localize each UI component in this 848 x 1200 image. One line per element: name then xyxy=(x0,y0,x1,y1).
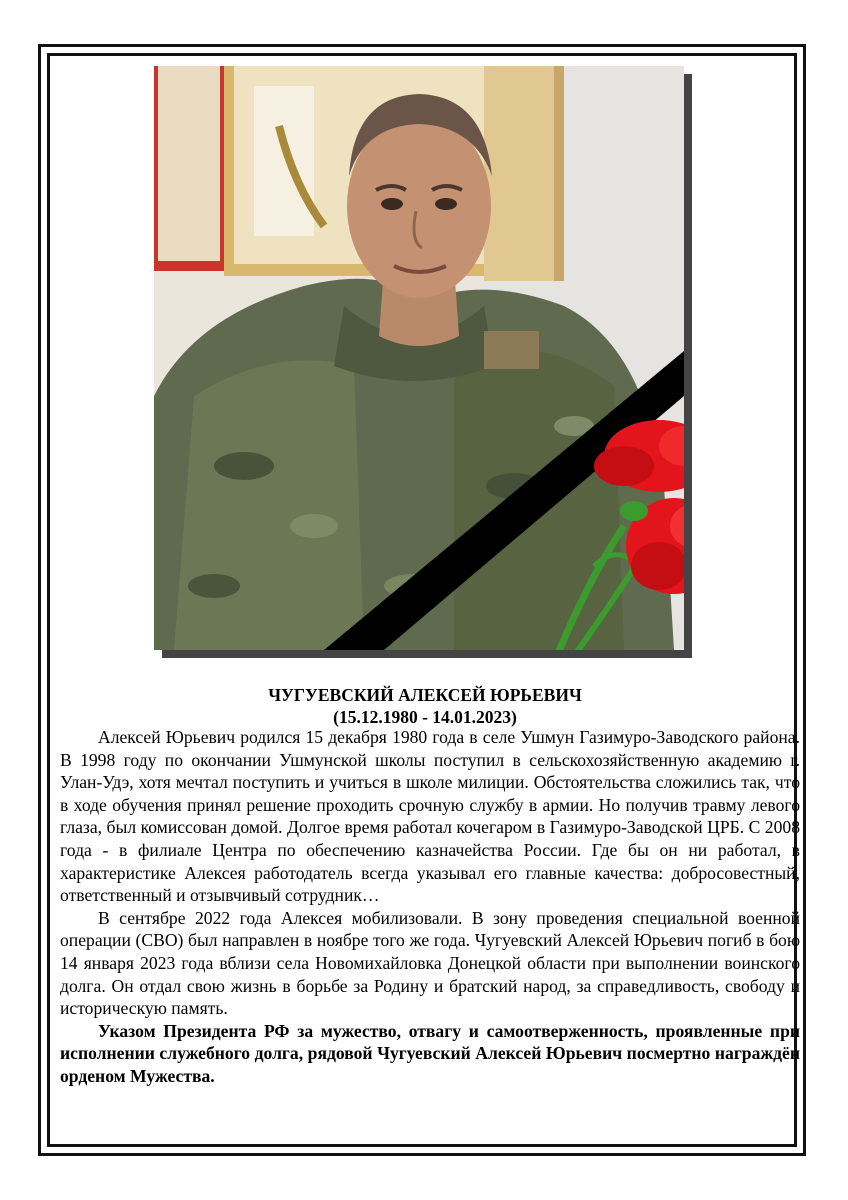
biography-paragraph: Алексей Юрьевич родился 15 декабря 1980 года в селе Ушмун Газимуро-Заводского района. В 1998 году по окончании Ушмунской школы поступил в сельскохозяйственную академию г. Улан-Удэ, хотя мечтал поступить и учиться в школе милиции. Обстоятельства сложились так, что в ходе обучения принял решение проходить срочную службу в армии. Но получив травму левого глаза, был комиссован домой. Долгое время работал кочегаром в Газимуро-Заводской ЦРБ. С 2008 года - в филиале Центра по обеспечению казначейства России. Где бы он ни работал, в характеристике Алексея работодатель всегда указывал его главные качества: добросовестный, ответственный и отзывчивый сотрудник… xyxy=(60,727,800,906)
portrait-illustration xyxy=(154,66,684,650)
portrait-photo xyxy=(154,66,684,650)
award-paragraph: Указом Президента РФ за мужество, отвагу и самоотверженность, проявленные при исполнении служебного долга, рядовой Чугуевский Алексей Юрьевич посмертно награждён орденом Мужества. xyxy=(60,1020,800,1086)
biography xyxy=(60,726,800,1088)
biography-paragraph: В сентябре 2022 года Алексея мобилизовали. В зону проведения специальной военной операции (СВО) был направлен в ноябре того же года. Чугуевский Алексей Юрьевич погиб в бою 14 января 2023 года вблизи села Новомихайловка Донецкой области при выполнении воинского долга. Он отдал свою жизнь в борьбе за Родину и братский народ, за справедливость, свободу и историческую память. xyxy=(60,907,800,1019)
person-name: ЧУГУЕВСКИЙ АЛЕКСЕЙ ЮРЬЕВИЧ xyxy=(268,685,582,705)
life-dates: (15.12.1980 - 14.01.2023) xyxy=(333,707,517,727)
